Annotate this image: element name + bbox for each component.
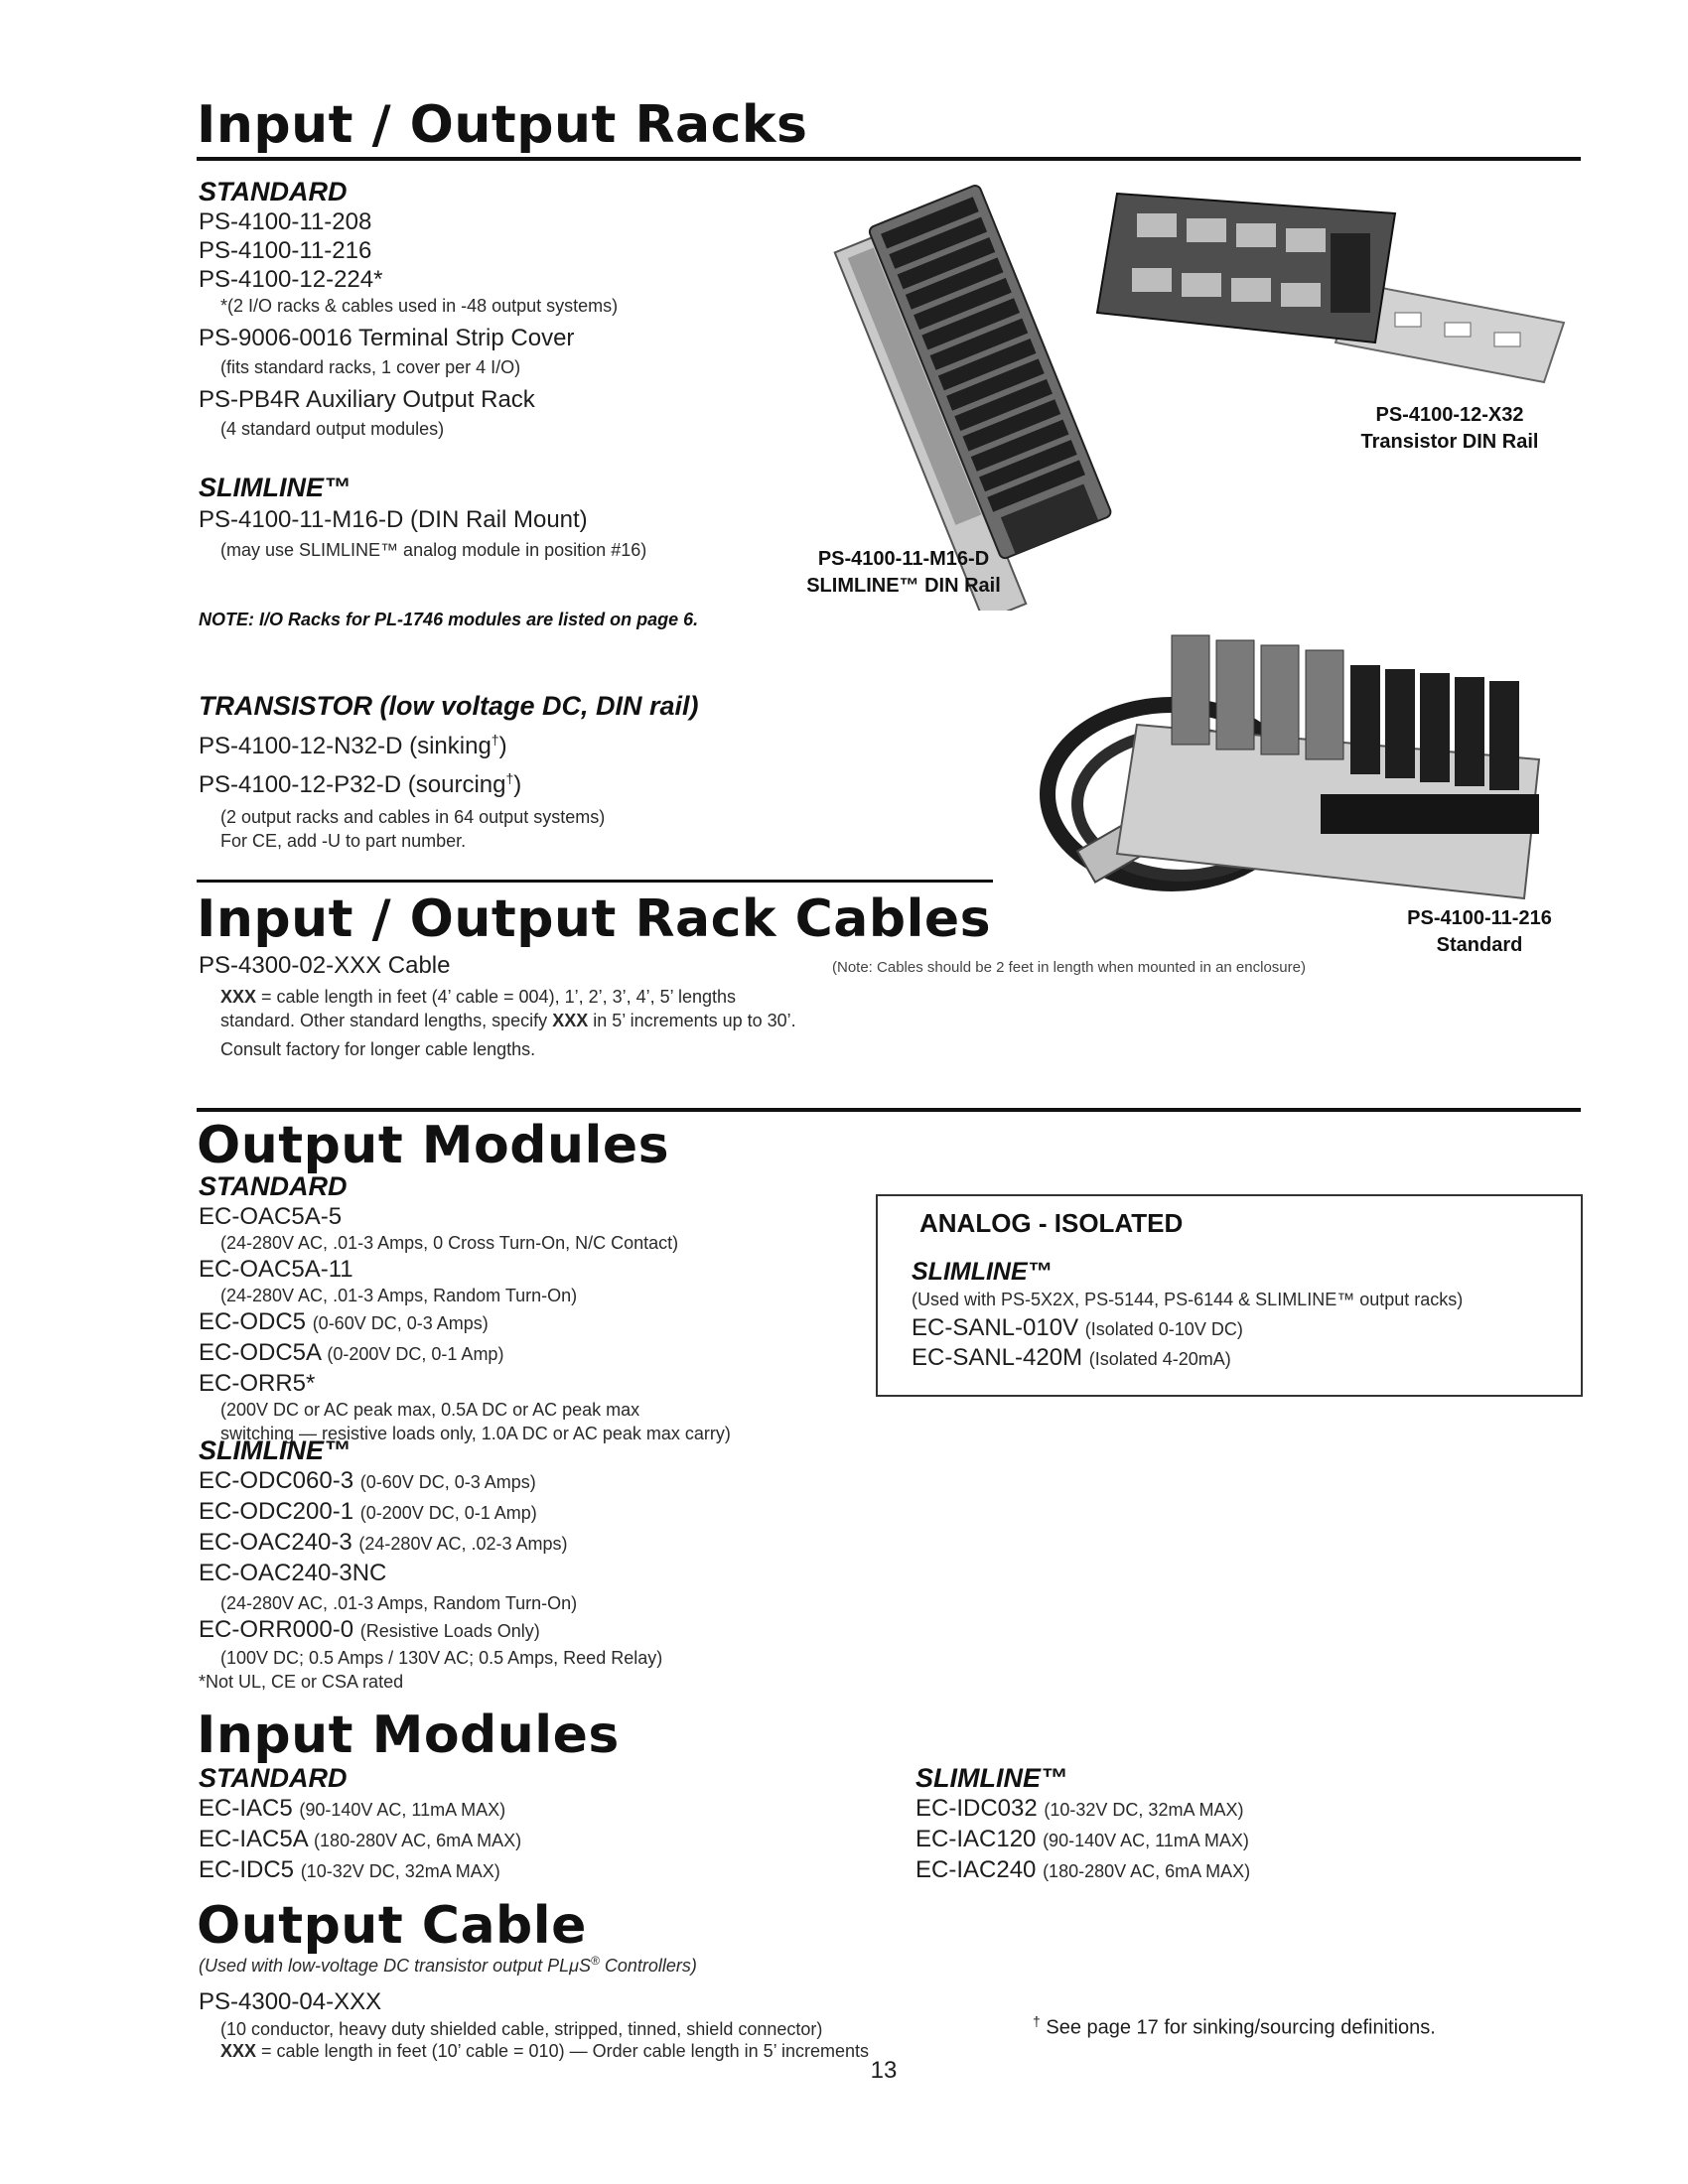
part-number-sourcing	[199, 764, 699, 799]
part-note: (90-140V AC, 11mA MAX)	[1043, 1831, 1249, 1850]
part-text: EC-ODC060-3	[199, 1467, 354, 1494]
part-note: (90-140V AC, 11mA MAX)	[299, 1800, 506, 1820]
subheading-transistor: TRANSISTOR (low voltage DC, DIN rail)	[199, 691, 699, 721]
used-with-end: Controllers)	[599, 1956, 697, 1976]
note-text: in 5’ increments up to 30’.	[588, 1011, 796, 1030]
part-text: EC-IAC240	[915, 1856, 1037, 1883]
xxx-label: XXX	[552, 1011, 589, 1030]
part-number: PS-4100-11-M16-D (DIN Rail Mount)	[199, 506, 588, 533]
footnote-dagger	[1033, 2013, 1436, 2040]
note-text: = cable length in feet (4’ cable = 004), 1’, 2’, 3’, 4’, 5’ lengths	[256, 987, 736, 1007]
input-slimline	[915, 1763, 1250, 1886]
rack-cable-notes	[220, 985, 796, 1061]
part-number: EC-OAC5A-5	[199, 1203, 343, 1230]
footnote-text: See page 17 for sinking/sourcing definitions.	[1040, 2016, 1436, 2039]
part-close: )	[498, 733, 507, 759]
part-note: (may use SLIMLINE™ analog module in position #16)	[220, 540, 647, 560]
input-standard	[199, 1763, 521, 1886]
part-note: (10-32V DC, 32mA MAX)	[1044, 1800, 1244, 1820]
part-close: )	[513, 771, 522, 798]
caption-line: SLIMLINE™ DIN Rail	[806, 575, 1001, 597]
part-text: EC-ODC200-1	[199, 1498, 354, 1525]
part-note: For CE, add -U to part number.	[220, 831, 467, 851]
part-number	[915, 1825, 1250, 1855]
io-racks-transistor	[199, 691, 699, 853]
part-number: EC-ORR5*	[199, 1370, 316, 1397]
output-standard	[199, 1171, 731, 1445]
standard-rack-photo	[1023, 596, 1579, 923]
part-text: EC-IAC120	[915, 1826, 1037, 1852]
section-title-output-cable: Output Cable	[197, 1896, 587, 1956]
part-text: EC-OAC240-3	[199, 1529, 352, 1556]
part-number	[199, 1794, 521, 1825]
part-note: (180-280V AC, 6mA MAX)	[314, 1831, 522, 1850]
part-number: EC-OAC240-3NC	[199, 1560, 387, 1586]
part-note: (fits standard racks, 1 cover per 4 I/O)	[220, 357, 521, 377]
part-number: PS-9006-0016 Terminal Strip Cover	[199, 325, 575, 351]
part-number	[915, 1855, 1250, 1886]
part-note: (24-280V AC, .01-3 Amps, Random Turn-On)	[220, 1286, 578, 1305]
part-text: EC-ODC5	[199, 1308, 307, 1335]
part-note	[220, 985, 796, 1009]
io-racks-slimline	[199, 473, 646, 562]
part-number	[199, 1338, 731, 1369]
section-rule	[197, 157, 1581, 161]
part-number	[912, 1313, 1243, 1344]
part-text: EC-IDC032	[915, 1795, 1038, 1822]
part-note: Consult factory for longer cable lengths.	[220, 1039, 536, 1059]
enclosure-note: (Note: Cables should be 2 feet in length when mounted in an enclosure)	[832, 959, 1306, 976]
part-note: (24-280V AC, .01-3 Amps, Random Turn-On)	[220, 1593, 578, 1613]
part-note: (2 output racks and cables in 64 output systems)	[220, 807, 606, 827]
dagger-mark: †	[505, 770, 514, 786]
section-title-input-modules: Input Modules	[197, 1706, 620, 1765]
part-text: EC-ODC5A	[199, 1339, 321, 1366]
subheading-standard: STANDARD	[199, 177, 348, 206]
part-note: (0-200V DC, 0-1 Amp)	[327, 1344, 504, 1364]
section-rule	[197, 880, 993, 883]
part-note: (Isolated 4-20mA)	[1088, 1349, 1231, 1369]
caption-line: Standard	[1436, 934, 1523, 956]
caption-line: PS-4100-12-X32	[1375, 404, 1524, 426]
part-number	[199, 1825, 521, 1855]
part-note: (180-280V AC, 6mA MAX)	[1043, 1861, 1251, 1881]
analog-used-with: (Used with PS-5X2X, PS-5144, PS-6144 & SLIMLINE™ output racks)	[912, 1290, 1464, 1309]
pl1746-note: NOTE: I/O Racks for PL-1746 modules are listed on page 6.	[199, 610, 699, 629]
caption-line: PS-4100-11-216	[1407, 907, 1552, 929]
part-text: PS-4100-12-N32-D (sinking	[199, 733, 492, 759]
note-text: = cable length in feet (10’ cable = 010) — Order cable length in 5’ increments	[256, 2041, 870, 2061]
part-text: EC-IAC5A	[199, 1826, 308, 1852]
caption-line: PS-4100-11-M16-D	[817, 548, 990, 570]
part-note	[220, 1009, 796, 1032]
part-note: (Isolated 0-10V DC)	[1084, 1319, 1243, 1339]
part-note: (0-60V DC, 0-3 Amps)	[312, 1313, 489, 1333]
analog-isolated-box	[876, 1194, 1583, 1397]
analog-heading: ANALOG - ISOLATED	[919, 1208, 1184, 1238]
part-number	[199, 1615, 662, 1646]
subheading-slimline: SLIMLINE™	[199, 473, 351, 502]
part-number	[199, 1307, 731, 1338]
part-text: EC-SANL-420M	[912, 1344, 1083, 1371]
note-text: standard. Other standard lengths, specify	[220, 1011, 553, 1030]
part-number	[199, 1855, 521, 1886]
transistor-din-rail-photo	[1077, 174, 1574, 392]
part-note: (Resistive Loads Only)	[359, 1621, 540, 1641]
part-number: PS-4300-04-XXX	[199, 1988, 382, 2015]
part-text: EC-ORR000-0	[199, 1616, 354, 1643]
part-note: (24-280V AC, .01-3 Amps, 0 Cross Turn-On, N/C Contact)	[220, 1233, 679, 1253]
part-text: PS-4100-12-P32-D (sourcing	[199, 771, 506, 798]
part-text: EC-IDC5	[199, 1856, 295, 1883]
page-number: 13	[870, 2057, 898, 2084]
dagger-mark: †	[1033, 2013, 1041, 2029]
subheading-slimline: SLIMLINE™	[199, 1435, 351, 1465]
section-title-output-modules: Output Modules	[197, 1116, 670, 1175]
part-number	[912, 1343, 1231, 1374]
subheading-standard: STANDARD	[199, 1171, 348, 1201]
xxx-label: XXX	[220, 987, 257, 1007]
part-note: (0-60V DC, 0-3 Amps)	[359, 1472, 536, 1492]
part-note: switching — resistive loads only, 1.0A DC or AC peak max carry)	[220, 1424, 731, 1443]
subheading-standard: STANDARD	[199, 1763, 348, 1793]
caption-transistor-din-rail	[1331, 402, 1569, 456]
section-title-io-racks: Input / Output Racks	[197, 95, 808, 155]
part-number	[915, 1794, 1250, 1825]
part-note: (10-32V DC, 32mA MAX)	[300, 1861, 500, 1881]
dagger-mark: †	[491, 732, 499, 748]
part-note: (4 standard output modules)	[220, 419, 445, 439]
used-with-text: (Used with low-voltage DC transistor output PLμS	[199, 1956, 592, 1976]
part-note: (10 conductor, heavy duty shielded cable, stripped, tinned, shield connector)	[220, 2019, 823, 2039]
section-title-rack-cables: Input / Output Rack Cables	[197, 889, 992, 949]
caption-line: Transistor DIN Rail	[1360, 431, 1539, 453]
part-note: (200V DC or AC peak max, 0.5A DC or AC peak max	[220, 1400, 640, 1420]
part-note: *(2 I/O racks & cables used in -48 output systems)	[220, 296, 619, 316]
part-note: (24-280V AC, .02-3 Amps)	[358, 1534, 568, 1554]
part-note	[220, 2039, 869, 2063]
part-text: EC-SANL-010V	[912, 1314, 1079, 1341]
part-number: PS-4100-11-208	[199, 208, 372, 235]
part-number	[199, 1497, 662, 1528]
part-number: PS-4100-11-216	[199, 237, 372, 264]
part-number: EC-OAC5A-11	[199, 1256, 353, 1283]
xxx-label: XXX	[220, 2041, 257, 2061]
caption-standard-rack	[1360, 905, 1599, 959]
part-number: PS-4300-02-XXX Cable	[199, 952, 451, 979]
part-note: (0-200V DC, 0-1 Amp)	[359, 1503, 537, 1523]
section-rule	[197, 1108, 1581, 1112]
registered-mark: ®	[591, 1954, 600, 1968]
subheading-slimline: SLIMLINE™	[912, 1258, 1053, 1286]
not-rated-note: *Not UL, CE or CSA rated	[199, 1672, 404, 1692]
io-racks-standard	[199, 177, 618, 441]
part-note: (100V DC; 0.5 Amps / 130V AC; 0.5 Amps, Reed Relay)	[220, 1648, 663, 1668]
subheading-slimline: SLIMLINE™	[915, 1763, 1067, 1793]
part-number: PS-4100-12-224*	[199, 266, 383, 293]
caption-din-rail	[784, 546, 1023, 600]
part-text: EC-IAC5	[199, 1795, 293, 1822]
output-slimline	[199, 1435, 662, 1694]
output-cable-used-with	[199, 1954, 697, 1977]
part-number	[199, 1466, 662, 1497]
part-number	[199, 1528, 662, 1559]
part-number-sinking	[199, 726, 699, 760]
part-number: PS-PB4R Auxiliary Output Rack	[199, 386, 535, 413]
